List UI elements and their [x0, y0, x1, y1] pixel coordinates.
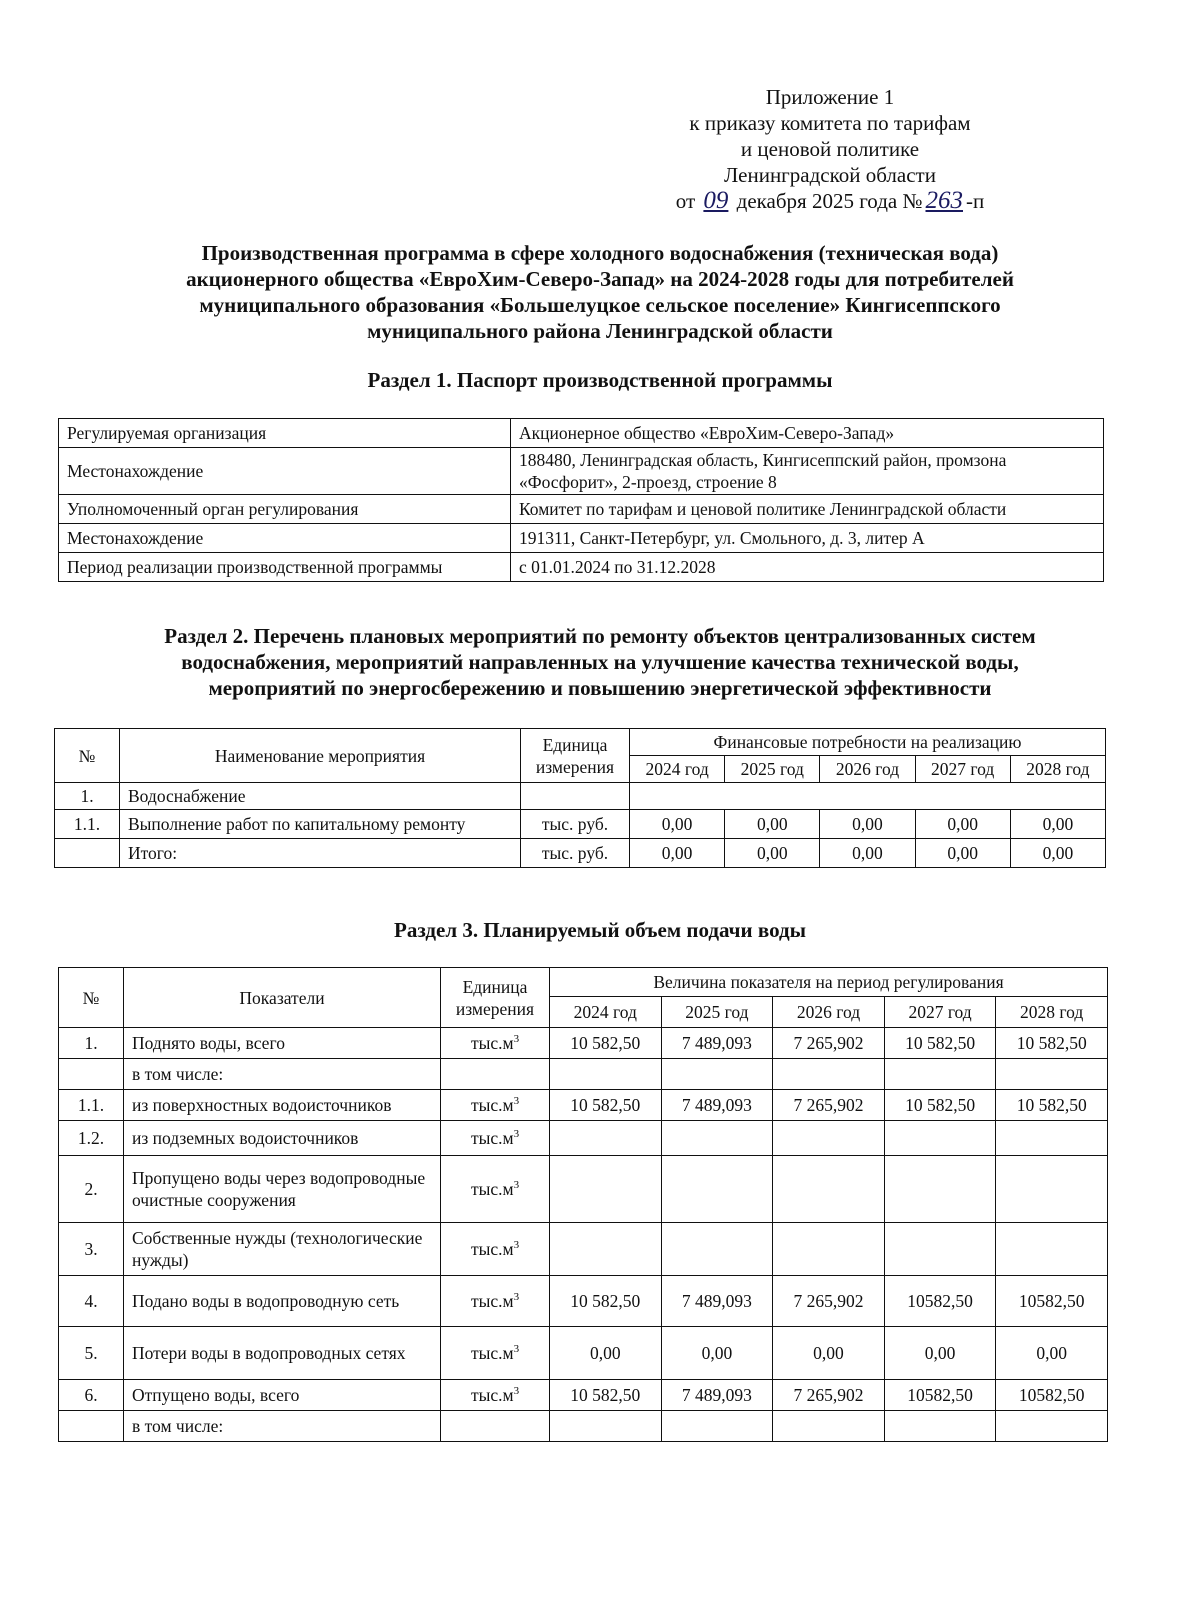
passport-value: с 01.01.2024 по 31.12.2028	[511, 553, 1104, 582]
value-cell: 0,00	[915, 839, 1010, 868]
unit-exponent: 3	[513, 1127, 520, 1140]
unit-cell	[441, 1156, 550, 1223]
table-row	[55, 783, 1106, 810]
handwritten-order-number: 263	[925, 187, 963, 214]
passport-value: 191311, Санкт-Петербург, ул. Смольного, д. 3, литер А	[511, 524, 1104, 553]
measure-name: Водоснабжение	[120, 783, 521, 810]
indicator-name: Потери воды в водопроводных сетях	[124, 1327, 441, 1380]
value-cell	[884, 1059, 996, 1090]
unit-base: тыс.м	[470, 1238, 514, 1259]
col-name-header: Показатели	[124, 968, 441, 1028]
appendix-line: и ценовой политике	[740, 137, 920, 161]
measure-name: Итого:	[120, 839, 521, 868]
row-number: 4.	[59, 1276, 124, 1327]
value-cell	[884, 1223, 996, 1276]
value-cell	[996, 1156, 1108, 1223]
unit-cell	[521, 783, 630, 810]
indicator-name: Поднято воды, всего	[124, 1028, 441, 1059]
indicator-name: Подано воды в водопроводную сеть	[124, 1276, 441, 1327]
unit-exponent: 3	[513, 1384, 520, 1397]
appendix-line: Приложение 1	[765, 85, 895, 109]
title-line: Производственная программа в сфере холодного водоснабжения (техническая вода)	[201, 241, 999, 265]
col-unit-header: Единица измерения	[441, 968, 550, 1028]
table-header-row	[59, 968, 1108, 997]
passport-key: Местонахождение	[59, 448, 511, 495]
value-cell	[661, 1411, 773, 1442]
value-cell: 0,00	[996, 1327, 1108, 1380]
value-cell	[661, 1156, 773, 1223]
empty-values-cell	[630, 783, 1106, 810]
title-line: муниципального образования «Большелуцкое сельское поселение» Кингисеппского	[199, 293, 1001, 317]
table-row	[59, 1327, 1108, 1380]
table-row	[59, 448, 1104, 495]
unit-base: тыс.м	[470, 1384, 514, 1405]
year-header: 2026 год	[773, 997, 885, 1028]
value-cell: 7 265,902	[773, 1090, 885, 1121]
passport-value: Комитет по тарифам и ценовой политике Ленинградской области	[511, 495, 1104, 524]
passport-key: Уполномоченный орган регулирования	[59, 495, 511, 524]
row-number: 3.	[59, 1223, 124, 1276]
value-cell	[884, 1411, 996, 1442]
row-number: 1.1.	[59, 1090, 124, 1121]
value-cell	[996, 1059, 1108, 1090]
indicator-name: Собственные нужды (технологические нужды)	[124, 1223, 441, 1276]
value-cell: 10 582,50	[996, 1028, 1108, 1059]
value-cell: 7 265,902	[773, 1380, 885, 1411]
passport-key: Регулируемая организация	[59, 419, 511, 448]
value-cell: 0,00	[550, 1327, 662, 1380]
value-cell: 0,00	[773, 1327, 885, 1380]
water-supply-table	[58, 967, 1108, 1442]
year-header: 2026 год	[820, 756, 915, 783]
appendix-line: Ленинградской области	[724, 163, 936, 187]
value-cell	[661, 1121, 773, 1156]
document-title	[60, 240, 1140, 344]
table-row	[59, 1276, 1108, 1327]
table-row	[55, 839, 1106, 868]
table-row	[59, 1121, 1108, 1156]
row-number	[55, 839, 120, 868]
value-cell	[884, 1156, 996, 1223]
value-cell: 0,00	[820, 810, 915, 839]
title-line: акционерного общества «ЕвроХим-Северо-Запад» на 2024-2028 годы для потребителей	[186, 267, 1014, 291]
heading-line: мероприятий по энергосбережению и повышению энергетической эффективности	[208, 676, 992, 700]
value-cell: 0,00	[915, 810, 1010, 839]
passport-table	[58, 418, 1104, 582]
unit-exponent: 3	[513, 1178, 520, 1191]
value-cell: 7 489,093	[661, 1028, 773, 1059]
row-number: 1.	[59, 1028, 124, 1059]
row-number	[59, 1059, 124, 1090]
table-row	[59, 1028, 1108, 1059]
value-cell: 0,00	[1010, 839, 1105, 868]
unit-cell	[441, 1327, 550, 1380]
handwritten-day: 09	[703, 187, 729, 214]
value-cell	[996, 1121, 1108, 1156]
date-middle: декабря 2025 года №	[736, 189, 923, 213]
row-number: 1.1.	[55, 810, 120, 839]
year-header: 2025 год	[661, 997, 773, 1028]
heading-line: водоснабжения, мероприятий направленных на улучшение качества технической воды,	[181, 650, 1019, 674]
unit-cell: тыс. руб.	[521, 810, 630, 839]
table-row	[59, 1380, 1108, 1411]
value-cell: 10582,50	[884, 1380, 996, 1411]
table-row	[59, 1223, 1108, 1276]
value-cell: 7 489,093	[661, 1276, 773, 1327]
value-cell	[996, 1223, 1108, 1276]
value-cell	[773, 1411, 885, 1442]
value-cell: 7 489,093	[661, 1380, 773, 1411]
indicator-name: из поверхностных водоисточников	[124, 1090, 441, 1121]
section3-heading: Раздел 3. Планируемый объем подачи воды	[394, 918, 806, 942]
value-cell: 10582,50	[996, 1276, 1108, 1327]
indicator-name: из подземных водоисточников	[124, 1121, 441, 1156]
passport-key: Период реализации производственной программы	[59, 553, 511, 582]
value-cell	[550, 1223, 662, 1276]
value-cell: 10 582,50	[550, 1380, 662, 1411]
value-cell: 0,00	[661, 1327, 773, 1380]
row-number: 5.	[59, 1327, 124, 1380]
unit-base: тыс.м	[470, 1032, 514, 1053]
measures-table	[54, 728, 1106, 868]
col-group-header: Финансовые потребности на реализацию	[630, 729, 1106, 756]
value-cell	[661, 1059, 773, 1090]
value-cell	[773, 1156, 885, 1223]
indicator-name: Пропущено воды через водопроводные очистные сооружения	[124, 1156, 441, 1223]
passport-key: Местонахождение	[59, 524, 511, 553]
value-cell	[773, 1059, 885, 1090]
value-cell: 10582,50	[884, 1276, 996, 1327]
appendix-line: к приказу комитета по тарифам	[689, 111, 971, 135]
indicator-name: Отпущено воды, всего	[124, 1380, 441, 1411]
value-cell: 0,00	[820, 839, 915, 868]
value-cell: 7 265,902	[773, 1028, 885, 1059]
unit-cell	[441, 1223, 550, 1276]
value-cell	[773, 1121, 885, 1156]
row-number: 1.2.	[59, 1121, 124, 1156]
value-cell: 10 582,50	[550, 1090, 662, 1121]
value-cell	[996, 1411, 1108, 1442]
value-cell: 7 265,902	[773, 1276, 885, 1327]
unit-cell	[441, 1090, 550, 1121]
value-cell: 0,00	[725, 839, 820, 868]
row-number: 2.	[59, 1156, 124, 1223]
unit-exponent: 3	[513, 1094, 520, 1107]
value-cell: 0,00	[884, 1327, 996, 1380]
heading-line: Раздел 2. Перечень плановых мероприятий по ремонту объектов централизованных систем	[164, 624, 1036, 648]
table-row	[59, 1059, 1108, 1090]
year-header: 2024 год	[630, 756, 725, 783]
value-cell	[550, 1059, 662, 1090]
col-num-header: №	[59, 968, 124, 1028]
value-cell	[550, 1156, 662, 1223]
col-group-header: Величина показателя на период регулирования	[550, 968, 1108, 997]
value-cell: 0,00	[630, 810, 725, 839]
unit-exponent: 3	[513, 1032, 520, 1045]
table-header-row	[55, 729, 1106, 756]
year-header: 2028 год	[1010, 756, 1105, 783]
table-row	[59, 495, 1104, 524]
table-row	[59, 1090, 1108, 1121]
title-line: муниципального района Ленинградской области	[367, 319, 833, 343]
value-cell	[550, 1411, 662, 1442]
measure-name: Выполнение работ по капитальному ремонту	[120, 810, 521, 839]
unit-base: тыс.м	[470, 1342, 514, 1363]
unit-cell	[441, 1411, 550, 1442]
unit-exponent: 3	[513, 1290, 520, 1303]
value-cell: 10582,50	[996, 1380, 1108, 1411]
value-cell: 0,00	[1010, 810, 1105, 839]
value-cell	[884, 1121, 996, 1156]
table-row	[55, 810, 1106, 839]
table-row	[59, 524, 1104, 553]
passport-value: 188480, Ленинградская область, Кингисеппский район, промзона «Фосфорит», 2-проезд, строение 8	[511, 448, 1104, 495]
year-header: 2025 год	[725, 756, 820, 783]
year-header: 2024 год	[550, 997, 662, 1028]
unit-base: тыс.м	[470, 1178, 514, 1199]
value-cell	[661, 1223, 773, 1276]
value-cell	[550, 1121, 662, 1156]
value-cell: 10 582,50	[550, 1276, 662, 1327]
unit-base: тыс.м	[470, 1094, 514, 1115]
table-row	[59, 1411, 1108, 1442]
order-date-line	[640, 188, 1020, 214]
col-name-header: Наименование мероприятия	[120, 729, 521, 783]
year-header: 2028 год	[996, 997, 1108, 1028]
value-cell: 10 582,50	[884, 1090, 996, 1121]
section2-heading	[60, 623, 1140, 701]
unit-base: тыс.м	[470, 1290, 514, 1311]
value-cell: 0,00	[725, 810, 820, 839]
unit-base: тыс.м	[470, 1127, 514, 1148]
row-number: 1.	[55, 783, 120, 810]
table-row	[59, 553, 1104, 582]
table-row	[59, 1156, 1108, 1223]
table-row	[59, 419, 1104, 448]
year-header: 2027 год	[884, 997, 996, 1028]
unit-cell: тыс. руб.	[521, 839, 630, 868]
date-prefix: от	[675, 189, 696, 213]
section1-heading: Раздел 1. Паспорт производственной программы	[367, 368, 833, 392]
order-suffix: -п	[966, 189, 985, 213]
year-header: 2027 год	[915, 756, 1010, 783]
unit-exponent: 3	[513, 1342, 520, 1355]
unit-cell	[441, 1121, 550, 1156]
value-cell	[773, 1223, 885, 1276]
value-cell: 0,00	[630, 839, 725, 868]
unit-cell	[441, 1028, 550, 1059]
unit-exponent: 3	[513, 1238, 520, 1251]
row-number: 6.	[59, 1380, 124, 1411]
indicator-name: в том числе:	[124, 1059, 441, 1090]
value-cell: 10 582,50	[884, 1028, 996, 1059]
row-number	[59, 1411, 124, 1442]
value-cell: 10 582,50	[550, 1028, 662, 1059]
appendix-block	[640, 84, 1020, 214]
indicator-name: в том числе:	[124, 1411, 441, 1442]
col-unit-header: Единица измерения	[521, 729, 630, 783]
col-num-header: №	[55, 729, 120, 783]
unit-cell	[441, 1276, 550, 1327]
unit-cell	[441, 1380, 550, 1411]
passport-value: Акционерное общество «ЕвроХим-Северо-Запад»	[511, 419, 1104, 448]
value-cell: 10 582,50	[996, 1090, 1108, 1121]
unit-cell	[441, 1059, 550, 1090]
value-cell: 7 489,093	[661, 1090, 773, 1121]
